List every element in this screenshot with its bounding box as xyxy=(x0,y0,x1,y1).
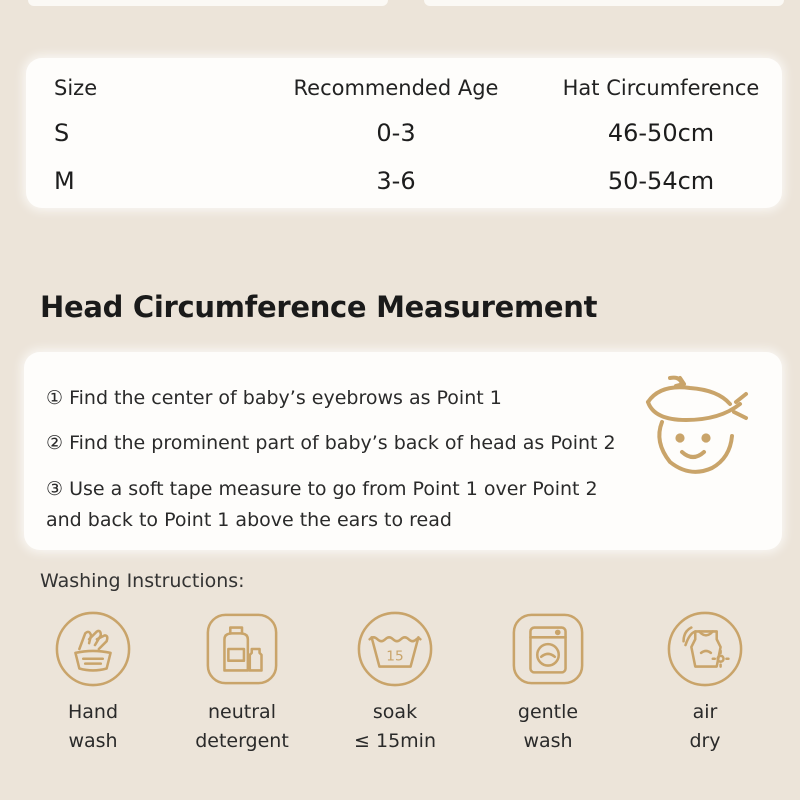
soak-basin-icon xyxy=(356,610,434,688)
wash-item-soak xyxy=(330,610,460,756)
step-1: ① Find the center of baby’s eyebrows as Point 1 xyxy=(46,387,502,409)
wash-label-line2: detergent xyxy=(195,730,289,752)
detergent-bottle-icon xyxy=(203,610,281,688)
soak-number: 15 xyxy=(386,648,404,665)
table-row xyxy=(26,163,782,199)
air-dry-icon xyxy=(666,610,744,688)
wash-label-line1: air xyxy=(692,701,718,723)
wash-label-line1: Hand xyxy=(67,701,119,723)
wash-label-soak xyxy=(330,698,460,756)
step-3-continued: and back to Point 1 above the ears to read xyxy=(46,509,452,531)
wash-label-neutral-detergent xyxy=(177,698,307,756)
wash-label-air-dry xyxy=(640,698,770,756)
wash-label-line2: ≤ 15min xyxy=(354,730,436,752)
wash-item-hand-wash xyxy=(28,610,158,756)
hand-wash-icon xyxy=(54,610,132,688)
header-size: Size xyxy=(54,76,98,100)
wash-item-neutral-detergent xyxy=(177,610,307,756)
size-chart-card xyxy=(26,58,782,208)
wash-item-gentle-wash xyxy=(483,610,613,756)
step-3: ③ Use a soft tape measure to go from Point 1 over Point 2 xyxy=(46,478,598,500)
circumference-s: 46-50cm xyxy=(607,119,715,147)
washing-instructions-title: Washing Instructions: xyxy=(40,570,245,592)
age-m: 3-6 xyxy=(376,167,416,195)
wash-label-line1: gentle xyxy=(517,701,579,723)
top-card-edge-right xyxy=(424,0,784,6)
washing-machine-icon xyxy=(509,610,587,688)
size-m: M xyxy=(54,167,75,195)
header-recommended-age: Recommended Age xyxy=(293,76,499,100)
table-row xyxy=(26,115,782,151)
step-2: ② Find the prominent part of baby’s back of head as Point 2 xyxy=(46,432,616,454)
wash-label-line2: wash xyxy=(523,730,573,752)
size-s: S xyxy=(54,119,70,147)
wash-label-line1: neutral xyxy=(208,701,276,723)
measurement-title: Head Circumference Measurement xyxy=(40,290,598,324)
top-card-edge-left xyxy=(28,0,388,6)
header-hat-circumference: Hat Circumference xyxy=(562,76,760,100)
wash-item-air-dry xyxy=(640,610,770,756)
wash-label-line2: wash xyxy=(68,730,118,752)
age-s: 0-3 xyxy=(376,119,416,147)
size-chart-header-row xyxy=(26,70,782,106)
wash-label-gentle-wash xyxy=(483,698,613,756)
wash-label-line1: soak xyxy=(372,701,418,723)
baby-head-icon xyxy=(640,374,750,484)
wash-label-hand-wash xyxy=(28,698,158,756)
circumference-m: 50-54cm xyxy=(607,167,715,195)
wash-label-line2: dry xyxy=(689,730,721,752)
